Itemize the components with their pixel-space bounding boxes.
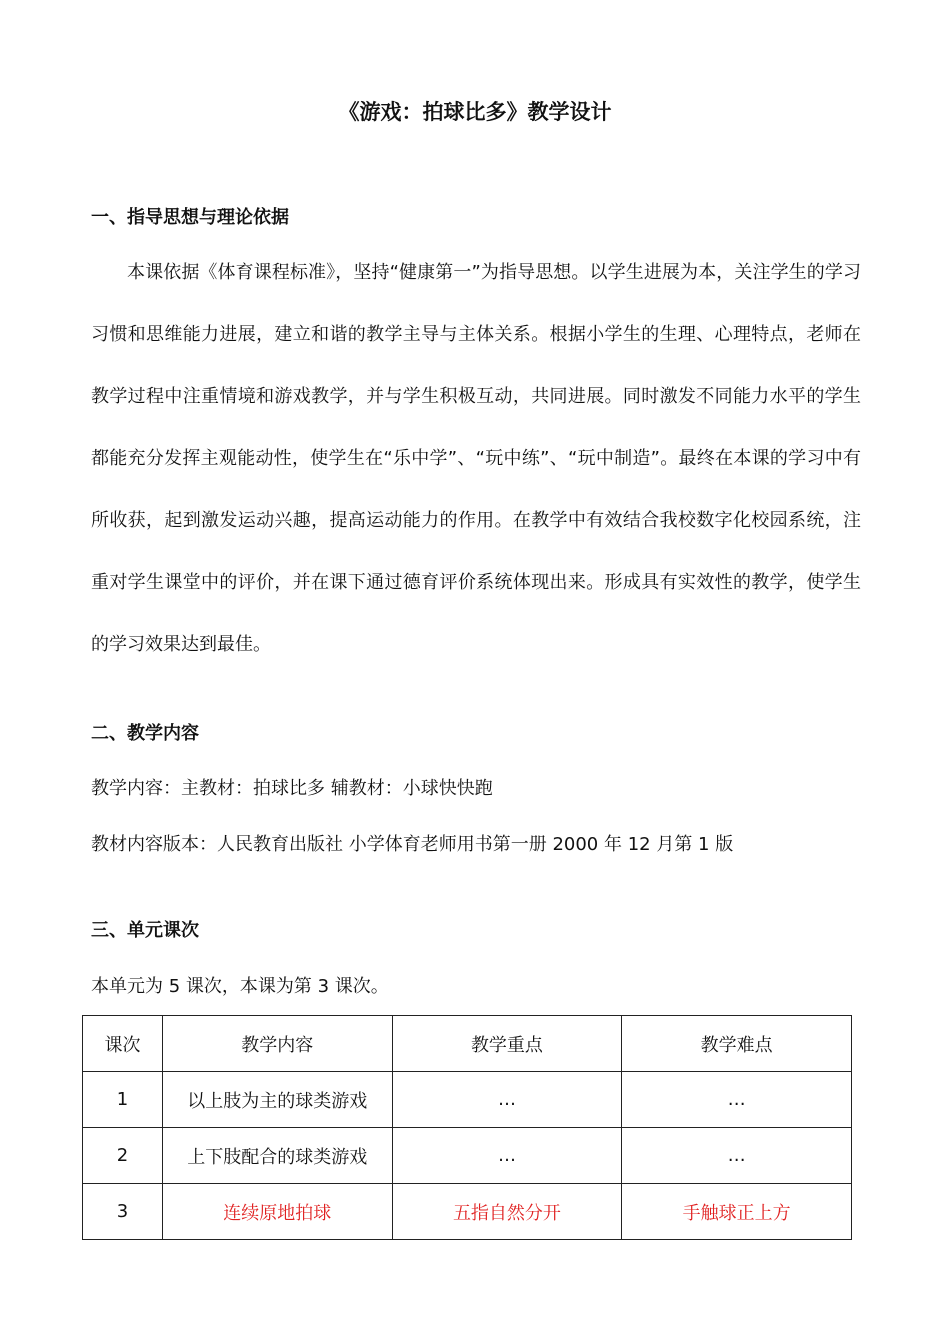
cell-teaching-content: 以上肢为主的球类游戏 bbox=[162, 1072, 392, 1128]
unit-intro-line: 本单元为 5 课次，本课为第 3 课次。 bbox=[91, 976, 389, 997]
cell-lesson-number: 1 bbox=[83, 1072, 163, 1128]
cell-difficulties-highlight: 手触球正上方 bbox=[622, 1184, 852, 1240]
cell-key-points: … bbox=[392, 1072, 622, 1128]
section-heading-teaching-content: 二、教学内容 bbox=[91, 723, 199, 744]
cell-difficulties: … bbox=[622, 1128, 852, 1184]
cell-key-points-highlight: 五指自然分开 bbox=[392, 1184, 622, 1240]
table-row bbox=[83, 1072, 852, 1128]
header-key-points: 教学重点 bbox=[392, 1016, 622, 1072]
cell-difficulties: … bbox=[622, 1072, 852, 1128]
header-lesson-number: 课次 bbox=[83, 1016, 163, 1072]
header-difficulties: 教学难点 bbox=[622, 1016, 852, 1072]
header-teaching-content: 教学内容 bbox=[162, 1016, 392, 1072]
cell-teaching-content-highlight: 连续原地拍球 bbox=[162, 1184, 392, 1240]
cell-lesson-number: 3 bbox=[83, 1184, 163, 1240]
section-heading-unit-lessons: 三、单元课次 bbox=[91, 920, 199, 941]
document-title: 《游戏：拍球比多》教学设计 bbox=[338, 100, 612, 124]
table-row-current-lesson bbox=[83, 1184, 852, 1240]
teaching-content-line: 教学内容：主教材：拍球比多 辅教材：小球快快跑 bbox=[91, 778, 493, 799]
cell-key-points: … bbox=[392, 1128, 622, 1184]
guiding-ideology-paragraph: 本课依据《体育课程标准》，坚持“健康第一”为指导思想。以学生进展为本，关注学生的学习习惯和思维能力进展，建立和谐的教学主导与主体关系。根据小学生的生理、心理特点，老师在教学过程中注重情境和游戏教学，并与学生积极互动，共同进展。同时激发不同能力水平的学生都能充分发挥主观能动性，使学生在“乐中学”、“玩中练”、“玩中制造”。最终在本课的学习中有所收获，起到激发运动兴趣，提高运动能力的作用。在教学中有效结合我校数字化校园系统，注重对学生课堂中的评价，并在课下通过德育评价系统体现出来。形成具有实效性的教学，使学生的学习效果达到最佳。 bbox=[91, 262, 861, 655]
cell-teaching-content: 上下肢配合的球类游戏 bbox=[162, 1128, 392, 1184]
textbook-version-line: 教材内容版本：人民教育出版社 小学体育老师用书第一册 2000 年 12 月第 1 版 bbox=[91, 834, 734, 855]
table-header-row bbox=[83, 1016, 852, 1072]
cell-lesson-number: 2 bbox=[83, 1128, 163, 1184]
table-row bbox=[83, 1128, 852, 1184]
section-heading-guiding-ideology: 一、指导思想与理论依据 bbox=[91, 207, 289, 228]
unit-lessons-table bbox=[82, 1015, 852, 1240]
